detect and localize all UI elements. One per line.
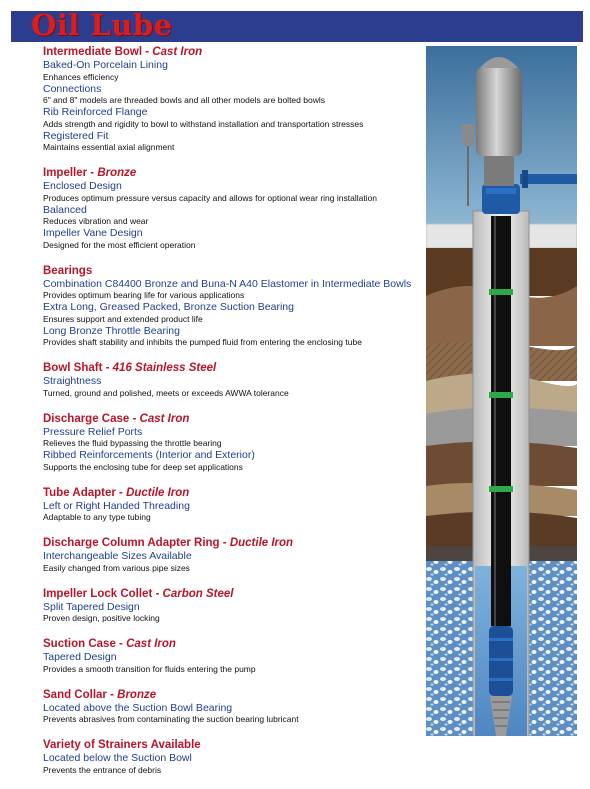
component-material: Cast Iron (139, 412, 190, 425)
feature-description: Provides optimum bearing life for various applications (43, 290, 245, 300)
feature-label: Tapered Design (43, 651, 117, 663)
component-name: Bowl Shaft (43, 362, 103, 374)
feature-description: Maintains essential axial alignment (43, 142, 175, 152)
title-separator: - (87, 167, 98, 179)
component-name: Sand Collar (43, 688, 107, 701)
feature-description: Relieves the fluid bypassing the throttle bearing (43, 438, 222, 448)
feature-description: Adds strength and rigidity to bowl to withstand installation and transportation stresses (43, 118, 364, 129)
component-material: Cast Iron (126, 638, 176, 650)
section-title (43, 688, 415, 702)
title-separator: - (106, 688, 118, 701)
feature-description: Provides shaft stability and inhibits the pumped fluid from entering the enclosing tube (43, 337, 362, 347)
feature-label: Pressure Relief Ports (43, 425, 143, 438)
title-separator: - (102, 362, 113, 374)
feature-label: Connections (43, 82, 102, 95)
component-material: 416 Stainless Steel (112, 362, 217, 374)
pump-illustration (426, 46, 577, 736)
section (43, 264, 415, 349)
component-name: Impeller Lock Collet (43, 587, 153, 600)
section-title (43, 166, 415, 180)
feature-description: Reduces vibration and wear (43, 216, 149, 226)
section (43, 637, 415, 675)
feature-label: Registered Fit (43, 129, 109, 142)
section (43, 412, 415, 473)
section (43, 486, 415, 524)
feature-description: Enhances efficiency (43, 71, 119, 82)
section (43, 166, 415, 251)
feature-description: Produces optimum pressure versus capacity and allows for optional wear ring installation (43, 192, 378, 203)
feature-label: Combination C84400 Bronze and Buna-N A40 Elastomer in Intermediate Bowls (43, 277, 412, 290)
section-title (43, 738, 415, 752)
feature-label: Long Bronze Throttle Bearing (43, 324, 180, 337)
component-name: Variety of Strainers Available (43, 739, 201, 751)
title-separator: - (115, 638, 127, 650)
feature-description: Adaptable to any type tubing (43, 512, 151, 522)
section (43, 587, 415, 625)
section-title (43, 536, 415, 550)
component-material: Ductile Iron (229, 537, 294, 549)
section-title (43, 637, 415, 651)
component-name: Discharge Column Adapter Ring (43, 537, 220, 549)
section-title (43, 412, 415, 426)
title-banner (11, 8, 583, 42)
feature-description: Prevents the entrance of debris (43, 764, 162, 775)
component-name: Suction Case (43, 638, 116, 650)
feature-label: Straightness (43, 375, 102, 387)
component-material: Cast Iron (152, 46, 203, 58)
page-title: Oil Lube (31, 8, 173, 42)
feature-description: Easily changed from various pipe sizes (43, 562, 190, 573)
section (43, 688, 415, 726)
feature-description: Supports the enclosing tube for deep set applications (43, 461, 243, 472)
feature-label: Interchangeable Sizes Available (43, 550, 192, 562)
component-name: Impeller (43, 167, 88, 179)
feature-label: Impeller Vane Design (43, 227, 143, 239)
component-name: Discharge Case (43, 412, 130, 425)
section (43, 536, 415, 574)
title-separator: - (142, 46, 153, 58)
section-title (43, 45, 415, 59)
feature-description: Provides a smooth transition for fluids entering the pump (43, 663, 256, 674)
section-title (43, 361, 415, 375)
feature-label: Balanced (43, 203, 87, 216)
feature-label: Ribbed Reinforcements (Interior and Exterior) (43, 449, 255, 461)
feature-description: Ensures support and extended product life (43, 313, 203, 324)
feature-description: Proven design, positive locking (43, 613, 160, 623)
feature-list (43, 45, 415, 789)
feature-label: Left or Right Handed Threading (43, 499, 190, 512)
feature-label: Located above the Suction Bowl Bearing (43, 701, 233, 714)
feature-description: 6" and 8" models are threaded bowls and all other models are bolted bowls (43, 95, 325, 105)
component-name: Intermediate Bowl (43, 46, 143, 58)
feature-description: Designed for the most efficient operation (43, 239, 196, 250)
component-material: Bronze (117, 688, 157, 701)
component-material: Ductile Iron (126, 486, 190, 499)
section (43, 738, 415, 776)
section (43, 361, 415, 399)
feature-label: Split Tapered Design (43, 600, 140, 613)
well-cross-section-graphic (426, 46, 577, 736)
feature-description: Turned, ground and polished, meets or exceeds AWWA tolerance (43, 387, 289, 398)
section-title (43, 264, 415, 278)
title-separator: - (152, 587, 163, 600)
section-title (43, 486, 415, 500)
feature-label: Baked-On Porcelain Lining (43, 59, 168, 71)
section (43, 45, 415, 153)
component-name: Bearings (43, 264, 93, 277)
component-name: Tube Adapter (43, 486, 116, 499)
feature-description: Prevents abrasives from contaminating the suction bearing lubricant (43, 714, 299, 724)
feature-label: Enclosed Design (43, 180, 122, 192)
title-separator: - (219, 537, 230, 549)
feature-label: Located below the Suction Bowl (43, 752, 192, 764)
feature-label: Rib Reinforced Flange (43, 106, 148, 118)
component-material: Carbon Steel (162, 587, 234, 600)
section-title (43, 587, 415, 601)
feature-label: Extra Long, Greased Packed, Bronze Suction Bearing (43, 301, 294, 313)
component-material: Bronze (97, 167, 137, 179)
title-separator: - (115, 486, 127, 499)
title-separator: - (129, 412, 140, 425)
